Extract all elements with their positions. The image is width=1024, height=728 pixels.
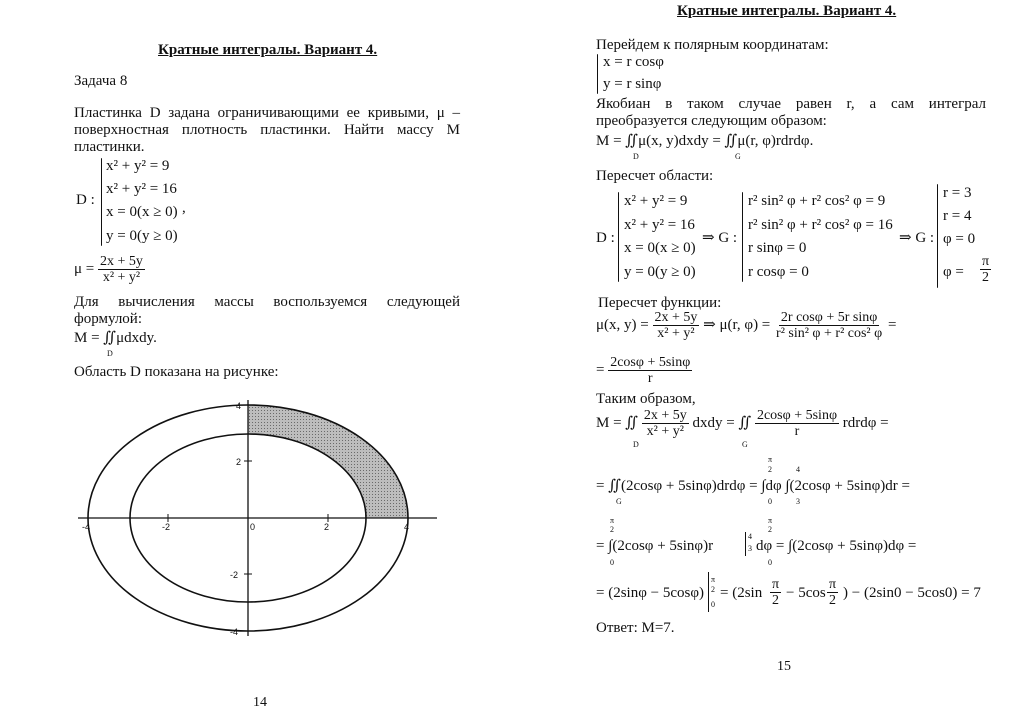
limit-lower: 0 bbox=[768, 558, 772, 567]
fraction-numerator: π bbox=[772, 577, 780, 592]
fraction bbox=[770, 577, 781, 608]
system-line: r² sin² φ + r² cos² φ = 16 bbox=[748, 217, 893, 233]
domain-label: D : bbox=[596, 230, 615, 246]
fraction-denominator: x² + y² bbox=[657, 326, 695, 341]
shaded-region bbox=[248, 405, 408, 518]
x-tick-label: 2 bbox=[324, 522, 330, 532]
limit-upper: 4 bbox=[748, 532, 752, 541]
limit-upper: π bbox=[768, 516, 773, 525]
density-lhs: μ = bbox=[74, 260, 95, 277]
answer: Ответ: M=7. bbox=[596, 620, 675, 636]
system-line: x = 0(x ≥ 0) bbox=[624, 240, 696, 256]
integral-subscript: D bbox=[633, 440, 639, 449]
system-brace bbox=[101, 158, 102, 246]
fraction bbox=[755, 408, 839, 439]
evaluation-bar bbox=[708, 572, 709, 612]
system-brace bbox=[937, 184, 938, 288]
formula-line: = ∬(2cosφ + 5sinφ)drdφ = ∫dφ ∫(2cosφ + 5sinφ)dr = bbox=[596, 478, 910, 494]
formula-line: = ∫(2cosφ + 5sinφ)r bbox=[596, 538, 714, 554]
formula-part: = bbox=[887, 316, 897, 333]
limit-upper: π bbox=[768, 455, 773, 464]
page-title: Кратные интегралы. Вариант 4. bbox=[158, 42, 378, 58]
integral-subscript: G bbox=[616, 497, 622, 506]
integral-subscript: G bbox=[742, 440, 748, 449]
page-number: 14 bbox=[253, 695, 267, 710]
limit-upper: 2 bbox=[711, 585, 715, 594]
formula-part: M = ∬ bbox=[596, 414, 639, 431]
formula-line: ) − (2sin0 − 5cos0) = 7 bbox=[843, 585, 981, 601]
system-line: y = 0(y ≥ 0) bbox=[624, 264, 696, 280]
fraction-numerator: 2cosφ + 5sinφ bbox=[756, 408, 838, 423]
system-line: x² + y² = 16 bbox=[624, 217, 695, 233]
fraction-denominator: r bbox=[647, 371, 653, 386]
formula-part: rdrdφ = bbox=[842, 414, 889, 431]
system-line: x² + y² = 16 bbox=[106, 181, 177, 197]
formula-part: μ(x, y) = bbox=[596, 316, 649, 333]
fraction-numerator: π bbox=[982, 254, 990, 269]
text-line: Перейдем к полярным координатам: bbox=[596, 37, 829, 53]
formula-part: ⇒ μ(r, φ) = bbox=[703, 316, 771, 333]
implication-arrow: ⇒ G : bbox=[702, 230, 738, 246]
system-line: x = 0(x ≥ 0) bbox=[106, 204, 178, 220]
system-line: x = r cosφ bbox=[603, 54, 664, 70]
system-comma: , bbox=[182, 200, 186, 216]
fraction-denominator: r² sin² φ + r² cos² φ bbox=[776, 326, 883, 341]
fraction bbox=[608, 355, 692, 386]
fraction-denominator: 2 bbox=[982, 270, 990, 285]
pi-fraction bbox=[770, 577, 781, 608]
function-formula bbox=[596, 310, 896, 341]
system-line: r cosφ = 0 bbox=[748, 264, 809, 280]
fraction-numerator: 2x + 5y bbox=[100, 254, 143, 269]
fraction-numerator: 2cosφ + 5sinφ bbox=[610, 355, 691, 370]
mass-formula bbox=[596, 408, 889, 439]
pi-fraction bbox=[827, 577, 838, 608]
fraction bbox=[827, 577, 838, 608]
task-label: Задача 8 bbox=[74, 73, 128, 89]
system-line: r sinφ = 0 bbox=[748, 240, 807, 256]
paragraph-line: Для вычисления массы воспользуемся следующей bbox=[74, 294, 460, 310]
function-formula bbox=[596, 355, 692, 386]
system-line: y = r sinφ bbox=[603, 76, 662, 92]
limit-upper: 2 bbox=[768, 525, 772, 534]
domain-label: D : bbox=[76, 192, 95, 208]
text-line: Пересчет функции: bbox=[598, 295, 722, 311]
limit-lower: 0 bbox=[768, 497, 772, 506]
system-line: r = 4 bbox=[943, 208, 972, 224]
limit-lower: 0 bbox=[711, 600, 715, 609]
system-line: φ = bbox=[943, 264, 964, 280]
system-brace bbox=[618, 192, 619, 282]
paragraph-line: пластинки. bbox=[74, 139, 145, 155]
fraction-denominator: r bbox=[794, 424, 800, 439]
integral-subscript: D bbox=[633, 152, 639, 161]
limit-upper: 2 bbox=[768, 465, 772, 474]
formula-line: = (2sinφ − 5cosφ) bbox=[596, 585, 704, 601]
x-tick-label: -2 bbox=[162, 522, 171, 532]
fraction-denominator: x² + y² bbox=[646, 424, 684, 439]
system-brace bbox=[742, 192, 743, 282]
y-tick-label: -4 bbox=[230, 627, 239, 637]
density-fraction bbox=[98, 254, 145, 285]
limit-upper: π bbox=[711, 575, 716, 584]
formula-part: = bbox=[596, 361, 605, 378]
y-tick-label: -2 bbox=[230, 570, 239, 580]
right-page bbox=[512, 0, 1024, 728]
fraction-numerator: 2r cosφ + 5r sinφ bbox=[780, 310, 878, 325]
fraction-denominator: 2 bbox=[829, 593, 837, 608]
system-line: r² sin² φ + r² cos² φ = 9 bbox=[748, 193, 886, 209]
region-plot bbox=[0, 380, 512, 710]
paragraph-line: формулой: bbox=[74, 311, 143, 327]
system-brace bbox=[597, 54, 598, 94]
system-line: x² + y² = 9 bbox=[106, 158, 170, 174]
limit-upper: 4 bbox=[796, 465, 800, 474]
fraction bbox=[774, 310, 884, 341]
formula-line: − 5cos bbox=[786, 585, 826, 601]
x-tick-label: -4 bbox=[82, 522, 91, 532]
limit-lower: 3 bbox=[748, 544, 752, 553]
limit-lower: 0 bbox=[610, 558, 614, 567]
text-line: Пересчет области: bbox=[596, 168, 714, 184]
integral-subscript: G bbox=[735, 152, 741, 161]
text-line: преобразуется следующим образом: bbox=[596, 113, 827, 129]
fraction-denominator: 2 bbox=[772, 593, 780, 608]
system-line: φ = 0 bbox=[943, 231, 976, 247]
system-line: r = 3 bbox=[943, 185, 972, 201]
formula-line: M = ∬μ(x, y)dxdy = ∬μ(r, φ)rdrdφ. bbox=[596, 133, 814, 149]
mass-formula: M = ∬μdxdy. bbox=[74, 330, 157, 346]
x-tick-label: 4 bbox=[404, 522, 410, 532]
y-tick-label: 2 bbox=[236, 457, 242, 467]
pi-fraction bbox=[980, 254, 991, 285]
fraction-numerator: π bbox=[829, 577, 837, 592]
fraction bbox=[653, 310, 700, 341]
formula-part: dxdy = ∬ bbox=[692, 414, 752, 431]
formula-line: = (2sin bbox=[720, 585, 763, 601]
evaluation-bar bbox=[745, 532, 746, 556]
fraction bbox=[980, 254, 991, 285]
fraction bbox=[642, 408, 689, 439]
text-line: Таким образом, bbox=[596, 391, 696, 407]
x-tick-label: 0 bbox=[250, 522, 256, 532]
page-header: Кратные интегралы. Вариант 4. bbox=[677, 3, 897, 19]
integral-subscript: D bbox=[107, 349, 113, 358]
fraction-denominator: x² + y² bbox=[102, 270, 141, 285]
system-line: x² + y² = 9 bbox=[624, 193, 688, 209]
density-formula bbox=[74, 254, 145, 285]
page-number: 15 bbox=[777, 659, 791, 674]
text-line: Якобиан в таком случае равен r, а сам интеграл bbox=[596, 96, 986, 112]
system-line: y = 0(y ≥ 0) bbox=[106, 228, 178, 244]
limit-upper: π bbox=[610, 516, 615, 525]
implication-arrow: ⇒ G : bbox=[899, 230, 935, 246]
fraction-numerator: 2x + 5y bbox=[654, 310, 698, 325]
limit-lower: 3 bbox=[796, 497, 800, 506]
paragraph-line: Область D показана на рисунке: bbox=[74, 364, 279, 380]
paragraph-line: поверхностная плотность пластинки. Найти массу M bbox=[74, 122, 460, 138]
paragraph-line: Пластинка D задана ограничивающими ее кривыми, μ – bbox=[74, 105, 460, 121]
fraction-numerator: 2x + 5y bbox=[643, 408, 687, 423]
formula-line: dφ = ∫(2cosφ + 5sinφ)dφ = bbox=[756, 538, 917, 554]
limit-upper: 2 bbox=[610, 525, 614, 534]
y-tick-label: 4 bbox=[236, 401, 242, 411]
